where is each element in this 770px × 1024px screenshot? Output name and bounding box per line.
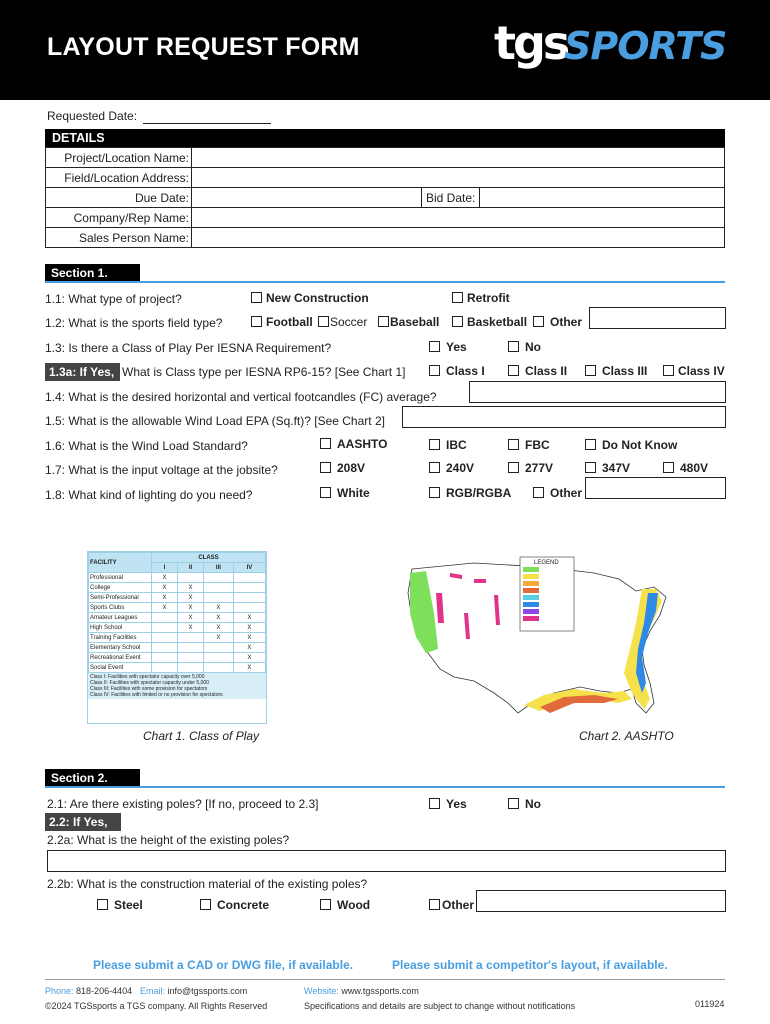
phone-label: Phone:	[45, 986, 74, 996]
opt-label: Do Not Know	[602, 438, 678, 452]
field-address-field[interactable]	[191, 168, 724, 187]
email-label: Email:	[140, 986, 166, 996]
legend-swatch-3	[523, 581, 539, 586]
opt-white[interactable]	[320, 486, 370, 500]
facility-header: FACILITY	[89, 553, 152, 573]
facility-name: College	[89, 583, 152, 593]
class-mark	[204, 583, 234, 593]
project-row	[45, 147, 725, 168]
class-mark: X	[233, 643, 265, 653]
q2-2-tag: 2.2: If Yes,	[45, 813, 121, 831]
requested-date-label: Requested Date:	[47, 109, 138, 123]
class-mark: X	[233, 653, 265, 663]
class-mark	[178, 643, 204, 653]
details-heading: DETAILS	[45, 129, 725, 147]
legend-swatch-2	[523, 574, 539, 579]
checkbox-icon[interactable]	[452, 316, 463, 327]
class-mark: X	[152, 603, 178, 613]
details-table	[45, 129, 725, 248]
phone-value: 818-206-4404	[76, 986, 133, 996]
opt-label: Steel	[114, 898, 143, 912]
class-mark	[152, 653, 178, 663]
company-row	[45, 208, 725, 228]
website-label: Website:	[304, 986, 339, 996]
checkbox-icon[interactable]	[429, 365, 440, 376]
checkbox-icon[interactable]	[508, 462, 519, 473]
q1-3: 1.3: Is there a Class of Play Per IESNA Requirement?	[45, 341, 332, 355]
opt-label: Yes	[446, 797, 467, 811]
opt-other-material[interactable]	[429, 898, 474, 912]
q1-8: 1.8: What kind of lighting do you need?	[45, 488, 253, 502]
opt-label: Class III	[602, 364, 648, 378]
class-table-row	[89, 603, 266, 613]
tgs-sports-logo	[494, 18, 734, 78]
checkbox-icon[interactable]	[508, 798, 519, 809]
class-mark	[204, 653, 234, 663]
section-1-title: Section 1.	[45, 264, 140, 282]
other-lighting-input[interactable]	[585, 477, 726, 499]
class-table	[88, 552, 266, 673]
sales-field[interactable]	[191, 228, 724, 247]
class-note: Class I: Facilities with spectator capacity over 5,000	[90, 674, 205, 680]
company-label: Company/Rep Name:	[73, 211, 189, 225]
bid-date-label: Bid Date:	[426, 191, 476, 205]
section-1-bar	[45, 264, 725, 284]
class-note: Class III: Facilities with some provision for spectators	[90, 686, 208, 692]
checkbox-icon[interactable]	[320, 462, 331, 473]
class-table-row	[89, 653, 266, 663]
opt-label: Yes	[446, 340, 467, 354]
opt-480v[interactable]	[663, 461, 708, 475]
legend-swatch-7	[523, 609, 539, 614]
opt-steel[interactable]	[97, 898, 143, 912]
opt-label: 277V	[525, 461, 554, 475]
facility-name: Professional	[89, 573, 152, 583]
class-iii: III	[204, 563, 234, 573]
class-mark	[204, 643, 234, 653]
opt-label: No	[525, 797, 541, 811]
class-table-row	[89, 593, 266, 603]
opt-poles-yes[interactable]	[429, 797, 467, 811]
facility-name: Amateur Leagues	[89, 613, 152, 623]
q2-2b: 2.2b: What is the construction material of the existing poles?	[47, 877, 368, 891]
section-2-title: Section 2.	[45, 769, 140, 787]
checkbox-icon[interactable]	[251, 292, 262, 303]
class-mark: X	[204, 633, 234, 643]
q2-1: 2.1: Are there existing poles? [If no, proceed to 2.3]	[47, 797, 319, 811]
legend-swatch-1	[523, 567, 539, 572]
field-row	[45, 168, 725, 188]
class-mark: X	[204, 613, 234, 623]
class-mark	[178, 573, 204, 583]
facility-name: Social Event	[89, 663, 152, 673]
checkbox-icon[interactable]	[97, 899, 108, 910]
checkbox-icon[interactable]	[429, 462, 440, 473]
class-mark: X	[178, 613, 204, 623]
opt-other-field[interactable]	[533, 315, 582, 329]
opt-label: Retrofit	[467, 291, 510, 305]
opt-baseball[interactable]	[378, 315, 439, 329]
section-2-bar	[45, 769, 725, 789]
footcandles-input[interactable]	[469, 381, 726, 403]
opt-label: Other	[550, 315, 583, 329]
checkbox-icon[interactable]	[320, 899, 331, 910]
opt-rgb[interactable]	[429, 486, 511, 500]
chart-1-class-of-play	[87, 551, 267, 724]
date-row	[45, 188, 725, 208]
q1-7: 1.7: What is the input voltage at the jobsite?	[45, 463, 278, 477]
opt-label: Football	[266, 315, 313, 329]
q1-1: 1.1: What type of project?	[45, 292, 182, 306]
class-mark	[178, 633, 204, 643]
project-field[interactable]	[191, 148, 724, 167]
checkbox-icon[interactable]	[251, 316, 262, 327]
q1-4: 1.4: What is the desired horizontal and vertical footcandles (FC) average?	[45, 390, 437, 404]
requested-date-field[interactable]	[143, 123, 271, 124]
sales-label: Sales Person Name:	[78, 231, 189, 245]
legend-swatch-4	[523, 588, 539, 593]
class-note: Class II: Facilities with spectator capacity under 5,000	[90, 680, 209, 686]
footer-copyright: ©2024 TGSsports a TGS company. All Rights Reserved	[45, 1001, 268, 1011]
class-mark	[233, 583, 265, 593]
q1-2: 1.2: What is the sports field type?	[45, 316, 223, 330]
class-mark	[178, 663, 204, 673]
opt-277v[interactable]	[508, 461, 553, 475]
class-mark	[152, 623, 178, 633]
class-mark	[152, 633, 178, 643]
class-mark: X	[178, 623, 204, 633]
class-mark	[152, 643, 178, 653]
class-mark: X	[152, 593, 178, 603]
class-mark: X	[233, 623, 265, 633]
checkbox-icon[interactable]	[429, 439, 440, 450]
opt-208v[interactable]	[320, 461, 365, 475]
opt-label: Concrete	[217, 898, 270, 912]
class-table-row	[89, 633, 266, 643]
due-date-label: Due Date:	[134, 191, 189, 205]
opt-label: IBC	[446, 438, 467, 452]
opt-fbc[interactable]	[508, 438, 550, 452]
section-2-line	[45, 786, 725, 788]
class-notes	[88, 673, 266, 699]
chart-1-caption: Chart 1. Class of Play	[143, 729, 260, 743]
company-field[interactable]	[191, 208, 724, 227]
field-label: Field/Location Address:	[64, 171, 189, 185]
opt-football[interactable]	[251, 315, 313, 329]
checkbox-icon[interactable]	[429, 341, 440, 352]
opt-label: 240V	[446, 461, 475, 475]
email-value[interactable]: info@tgssports.com	[167, 986, 248, 996]
opt-label: 480V	[680, 461, 709, 475]
opt-label: Baseball	[390, 315, 440, 329]
sales-row	[45, 228, 725, 248]
q1-6: 1.6: What is the Wind Load Standard?	[45, 439, 248, 453]
opt-concrete[interactable]	[200, 898, 269, 912]
checkbox-icon[interactable]	[508, 439, 519, 450]
checkbox-icon[interactable]	[378, 316, 389, 327]
class-mark: X	[233, 633, 265, 643]
opt-label: AASHTO	[337, 437, 388, 451]
chart-2-aashto-map	[404, 553, 670, 721]
facility-name: High School	[89, 623, 152, 633]
class-note: Class IV: Facilities with limited or no provision for spectators	[90, 692, 223, 698]
opt-label: Class II	[525, 364, 568, 378]
class-mark	[152, 663, 178, 673]
legend-swatch-6	[523, 602, 539, 607]
form-title: LAYOUT REQUEST FORM	[47, 33, 360, 61]
opt-ibc[interactable]	[429, 438, 467, 452]
opt-soccer[interactable]	[318, 315, 367, 329]
class-ii: II	[178, 563, 204, 573]
class-mark	[233, 603, 265, 613]
footer-phone	[45, 986, 132, 996]
checkbox-icon[interactable]	[508, 365, 519, 376]
opt-wood[interactable]	[320, 898, 370, 912]
q2-2a: 2.2a: What is the height of the existing poles?	[47, 833, 290, 847]
class-table-row	[89, 583, 266, 593]
opt-do-not-know[interactable]	[585, 438, 677, 452]
checkbox-icon[interactable]	[429, 899, 440, 910]
checkbox-icon[interactable]	[318, 316, 329, 327]
class-table-row	[89, 613, 266, 623]
class-mark: X	[204, 623, 234, 633]
opt-label: New Construction	[266, 291, 369, 305]
footer-code: 011924	[695, 999, 725, 1009]
class-mark	[204, 593, 234, 603]
class-mark	[233, 573, 265, 583]
opt-label: FBC	[525, 438, 550, 452]
class-iv: IV	[233, 563, 265, 573]
website-value[interactable]: www.tgssports.com	[341, 986, 419, 996]
opt-class-1[interactable]	[429, 364, 485, 378]
legend-title: LEGEND	[534, 560, 559, 566]
checkbox-icon[interactable]	[320, 438, 331, 449]
logo-tgs-text: tgs	[494, 16, 568, 70]
class-mark: X	[233, 663, 265, 673]
footer-website[interactable]	[304, 986, 419, 996]
competitor-note: Please submit a competitor's layout, if available.	[392, 958, 668, 972]
footer-email[interactable]	[140, 986, 247, 996]
class-mark	[204, 573, 234, 583]
opt-poles-no[interactable]	[508, 797, 541, 811]
footer-disclaimer: Specifications and details are subject to change without notifications	[304, 1001, 576, 1011]
opt-347v[interactable]	[585, 461, 630, 475]
opt-class-yes[interactable]	[429, 340, 467, 354]
class-mark: X	[152, 583, 178, 593]
pole-height-input[interactable]	[47, 850, 726, 872]
cad-note: Please submit a CAD or DWG file, if available.	[93, 958, 354, 972]
class-mark: X	[178, 593, 204, 603]
class-mark: X	[178, 603, 204, 613]
facility-name: Sports Clubs	[89, 603, 152, 613]
q1-3a: What is Class type per IESNA RP6-15? [See Chart 1]	[122, 365, 406, 379]
legend-swatch-5	[523, 595, 539, 600]
class-table-row	[89, 573, 266, 583]
q1-3a-tag: 1.3a: If Yes,	[45, 363, 120, 381]
footer-divider	[45, 979, 725, 980]
opt-new-construction[interactable]	[251, 291, 369, 305]
class-mark: X	[178, 583, 204, 593]
class-table-header	[89, 553, 266, 563]
q1-5: 1.5: What is the allowable Wind Load EPA (Sq.ft)? [See Chart 2]	[45, 414, 385, 428]
checkbox-icon[interactable]	[508, 341, 519, 352]
opt-aashto[interactable]	[320, 437, 387, 451]
facility-name: Recreational Event	[89, 653, 152, 663]
opt-label: Basketball	[467, 315, 528, 329]
class-table-row	[89, 623, 266, 633]
checkbox-icon[interactable]	[533, 487, 544, 498]
opt-class-4[interactable]	[663, 364, 725, 378]
class-mark: X	[233, 613, 265, 623]
checkbox-icon[interactable]	[320, 487, 331, 498]
checkbox-icon[interactable]	[663, 365, 674, 376]
other-field-input[interactable]	[589, 307, 726, 329]
other-material-input[interactable]	[476, 890, 726, 912]
page-header	[0, 0, 770, 100]
class-mark: X	[204, 603, 234, 613]
opt-label: 347V	[602, 461, 631, 475]
class-mark	[152, 613, 178, 623]
checkbox-icon[interactable]	[585, 439, 596, 450]
facility-name: Semi-Professional	[89, 593, 152, 603]
opt-label: Other	[442, 898, 475, 912]
class-i: I	[152, 563, 178, 573]
checkbox-icon[interactable]	[585, 365, 596, 376]
chart-2-caption: Chart 2. AASHTO	[579, 729, 674, 743]
class-table-row	[89, 663, 266, 673]
section-1-line	[45, 281, 725, 283]
opt-retrofit[interactable]	[452, 291, 510, 305]
opt-label: Wood	[337, 898, 371, 912]
opt-label: Other	[550, 486, 583, 500]
opt-label: No	[525, 340, 541, 354]
class-mark: X	[152, 573, 178, 583]
facility-name: Elementary School	[89, 643, 152, 653]
class-table-row	[89, 643, 266, 653]
checkbox-icon[interactable]	[663, 462, 674, 473]
opt-label: 208V	[337, 461, 366, 475]
bid-date-field[interactable]	[479, 188, 724, 207]
class-mark	[178, 653, 204, 663]
checkbox-icon[interactable]	[452, 292, 463, 303]
opt-class-2[interactable]	[508, 364, 567, 378]
date-divider	[421, 188, 422, 207]
checkbox-icon[interactable]	[200, 899, 211, 910]
opt-240v[interactable]	[429, 461, 474, 475]
class-mark	[204, 663, 234, 673]
checkbox-icon[interactable]	[429, 798, 440, 809]
due-date-field[interactable]	[191, 188, 419, 207]
logo-sports-text: SPORTS	[564, 24, 727, 68]
project-label: Project/Location Name:	[64, 151, 189, 165]
facility-name: Training Facilities	[89, 633, 152, 643]
wind-load-epa-input[interactable]	[402, 406, 726, 428]
class-header: CLASS	[152, 553, 266, 563]
opt-other-lighting[interactable]	[533, 486, 582, 500]
opt-class-3[interactable]	[585, 364, 647, 378]
opt-label: White	[337, 486, 370, 500]
class-mark	[233, 593, 265, 603]
opt-class-no[interactable]	[508, 340, 541, 354]
opt-label: Class I	[446, 364, 485, 378]
checkbox-icon[interactable]	[429, 487, 440, 498]
checkbox-icon[interactable]	[585, 462, 596, 473]
opt-label: Class IV	[678, 364, 725, 378]
legend-swatch-8	[523, 616, 539, 621]
opt-label: Soccer	[330, 315, 368, 329]
opt-basketball[interactable]	[452, 315, 527, 329]
checkbox-icon[interactable]	[533, 316, 544, 327]
opt-label: RGB/RGBA	[446, 486, 512, 500]
